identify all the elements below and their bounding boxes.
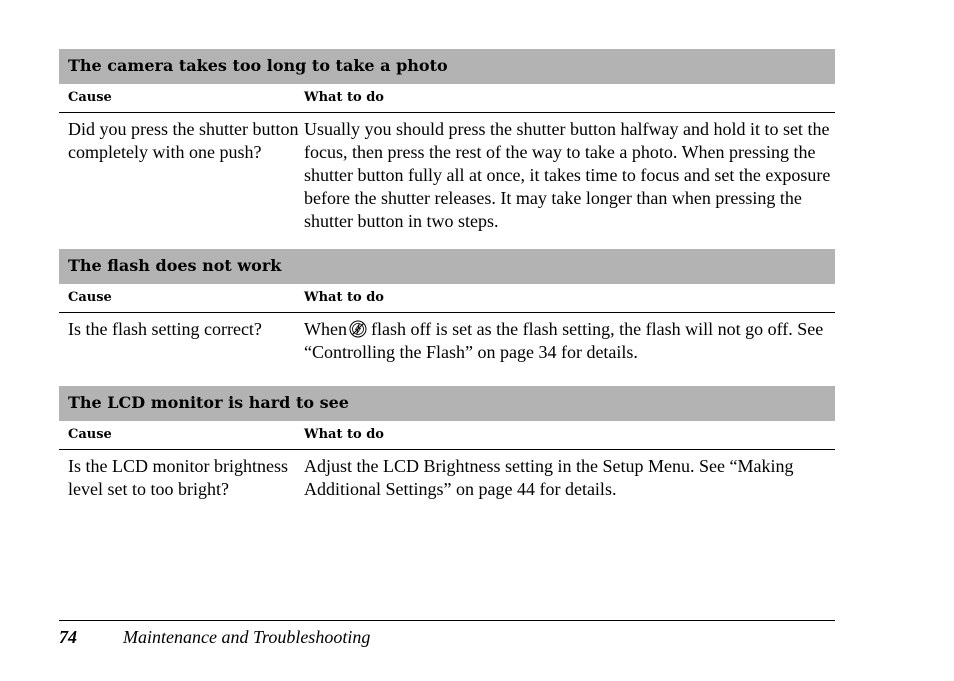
action-header: What to do	[304, 90, 384, 105]
cause-header: Cause	[68, 90, 112, 105]
section-title: The LCD monitor is hard to see	[59, 386, 835, 421]
section-title: The flash does not work	[59, 249, 835, 284]
cause-text: Did you press the shutter button completely with one push?	[68, 119, 299, 162]
action-text: Usually you should press the shutter button halfway and hold it to set the focus, then press the rest of the way to take a photo. When pressing the shutter button fully all at once, it takes time to focus and set the exposure before the shutter releases. It may take longer than when pressing the shutter button in two steps.	[304, 119, 831, 231]
action-rest: flash off is set as the flash setting, the flash will not go off. See “Controlling the Flash” on page 34 for details.	[304, 319, 824, 362]
table-row	[59, 313, 835, 386]
cause-header: Cause	[68, 427, 112, 442]
page-footer	[59, 620, 835, 648]
page-number: 74	[59, 627, 77, 647]
column-headers	[59, 284, 835, 313]
table-row	[59, 113, 835, 249]
section-camera-slow	[59, 49, 835, 249]
column-headers	[59, 84, 835, 113]
cause-header: Cause	[68, 290, 112, 305]
action-text	[304, 318, 835, 386]
action-text: Adjust the LCD Brightness setting in the Setup Menu. See “Making Additional Settings” on page 44 for details.	[304, 456, 794, 499]
flash-off-icon	[349, 320, 367, 338]
table-row	[59, 450, 835, 501]
chapter-title: Maintenance and Troubleshooting	[123, 627, 371, 647]
action-prefix: When	[304, 319, 347, 339]
section-lcd	[59, 386, 835, 501]
troubleshooting-page	[59, 49, 835, 501]
cause-text: Is the flash setting correct?	[68, 319, 262, 339]
cause-text: Is the LCD monitor brightness level set to too bright?	[68, 456, 288, 499]
column-headers	[59, 421, 835, 450]
section-flash	[59, 249, 835, 386]
action-header: What to do	[304, 290, 384, 305]
section-title: The camera takes too long to take a photo	[59, 49, 835, 84]
action-header: What to do	[304, 427, 384, 442]
